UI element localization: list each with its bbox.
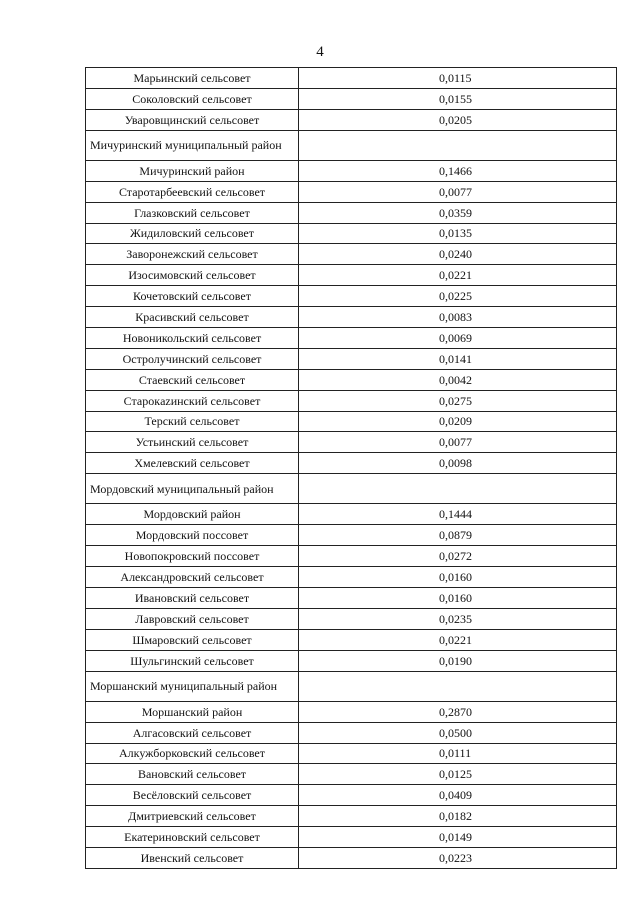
value-cell: 0,0209 bbox=[299, 411, 617, 432]
value-cell: 0,0182 bbox=[299, 806, 617, 827]
value-cell: 0,0190 bbox=[299, 650, 617, 671]
value-cell: 0,0221 bbox=[299, 265, 617, 286]
table-row bbox=[86, 847, 617, 868]
value-cell: 0,0221 bbox=[299, 629, 617, 650]
table-row bbox=[86, 265, 617, 286]
name-cell: Красивский сельсовет bbox=[86, 307, 299, 328]
value-cell: 0,1444 bbox=[299, 504, 617, 525]
name-cell: Ивенский сельсовет bbox=[86, 847, 299, 868]
name-cell: Изосимовский сельсовет bbox=[86, 265, 299, 286]
section-name-cell: Мордовский муниципальный район bbox=[86, 474, 299, 504]
name-cell: Мичуринский район bbox=[86, 160, 299, 181]
table-row bbox=[86, 701, 617, 722]
value-cell: 0,0879 bbox=[299, 525, 617, 546]
table-row bbox=[86, 650, 617, 671]
value-cell: 0,0235 bbox=[299, 608, 617, 629]
table-row bbox=[86, 567, 617, 588]
table-row bbox=[86, 202, 617, 223]
table-row bbox=[86, 587, 617, 608]
name-cell: Соколовский сельсовет bbox=[86, 88, 299, 109]
table-row bbox=[86, 181, 617, 202]
table-row bbox=[86, 432, 617, 453]
value-cell: 0,0077 bbox=[299, 181, 617, 202]
name-cell: Новопокровский поссовет bbox=[86, 546, 299, 567]
name-cell: Шмаровский сельсовет bbox=[86, 629, 299, 650]
table-row bbox=[86, 411, 617, 432]
table-row bbox=[86, 806, 617, 827]
table-row bbox=[86, 764, 617, 785]
value-cell: 0,0135 bbox=[299, 223, 617, 244]
value-cell: 0,0500 bbox=[299, 722, 617, 743]
section-name-cell: Мичуринский муниципальный район bbox=[86, 130, 299, 160]
table-row bbox=[86, 608, 617, 629]
table-row bbox=[86, 223, 617, 244]
section-header-row bbox=[86, 130, 617, 160]
table-row bbox=[86, 785, 617, 806]
table-row bbox=[86, 827, 617, 848]
name-cell: Старотарбеевский сельсовет bbox=[86, 181, 299, 202]
table-row bbox=[86, 68, 617, 89]
value-cell: 0,1466 bbox=[299, 160, 617, 181]
name-cell: Лавровский сельсовет bbox=[86, 608, 299, 629]
name-cell: Мордовский район bbox=[86, 504, 299, 525]
table-row bbox=[86, 390, 617, 411]
value-cell bbox=[299, 671, 617, 701]
table-row bbox=[86, 546, 617, 567]
value-cell: 0,0149 bbox=[299, 827, 617, 848]
name-cell: Екатериновский сельсовет bbox=[86, 827, 299, 848]
table-row bbox=[86, 109, 617, 130]
name-cell: Весёловский сельсовет bbox=[86, 785, 299, 806]
name-cell: Алкужборковский сельсовет bbox=[86, 743, 299, 764]
name-cell: Ивановский сельсовет bbox=[86, 587, 299, 608]
table-row bbox=[86, 722, 617, 743]
table-row bbox=[86, 369, 617, 390]
value-cell: 0,0042 bbox=[299, 369, 617, 390]
table-row bbox=[86, 453, 617, 474]
name-cell: Стаевский сельсовет bbox=[86, 369, 299, 390]
name-cell: Терский сельсовет bbox=[86, 411, 299, 432]
name-cell: Кочетовский сельсовет bbox=[86, 286, 299, 307]
value-cell: 0,0409 bbox=[299, 785, 617, 806]
name-cell: Остролучинский сельсовет bbox=[86, 348, 299, 369]
value-cell: 0,0205 bbox=[299, 109, 617, 130]
value-cell: 0,0115 bbox=[299, 68, 617, 89]
value-cell: 0,0359 bbox=[299, 202, 617, 223]
name-cell: Моршанский район bbox=[86, 701, 299, 722]
table-row bbox=[86, 348, 617, 369]
table-row bbox=[86, 327, 617, 348]
value-cell bbox=[299, 130, 617, 160]
name-cell: Заворонежский сельсовет bbox=[86, 244, 299, 265]
value-cell: 0,0111 bbox=[299, 743, 617, 764]
value-cell: 0,0275 bbox=[299, 390, 617, 411]
value-cell bbox=[299, 474, 617, 504]
table-row bbox=[86, 286, 617, 307]
table-row bbox=[86, 504, 617, 525]
value-cell: 0,0141 bbox=[299, 348, 617, 369]
value-cell: 0,2870 bbox=[299, 701, 617, 722]
section-header-row bbox=[86, 474, 617, 504]
name-cell: Александровский сельсовет bbox=[86, 567, 299, 588]
value-cell: 0,0155 bbox=[299, 88, 617, 109]
table-row bbox=[86, 88, 617, 109]
name-cell: Уваровщинский сельсовет bbox=[86, 109, 299, 130]
table-row bbox=[86, 743, 617, 764]
name-cell: Хмелевский сельсовет bbox=[86, 453, 299, 474]
value-cell: 0,0098 bbox=[299, 453, 617, 474]
value-cell: 0,0240 bbox=[299, 244, 617, 265]
name-cell: Марьинский сельсовет bbox=[86, 68, 299, 89]
value-cell: 0,0125 bbox=[299, 764, 617, 785]
name-cell: Новоникольский сельсовет bbox=[86, 327, 299, 348]
table-row bbox=[86, 160, 617, 181]
value-cell: 0,0160 bbox=[299, 587, 617, 608]
section-header-row bbox=[86, 671, 617, 701]
section-name-cell: Моршанский муниципальный район bbox=[86, 671, 299, 701]
table-row bbox=[86, 525, 617, 546]
name-cell: Вановский сельсовет bbox=[86, 764, 299, 785]
name-cell: Дмитриевский сельсовет bbox=[86, 806, 299, 827]
name-cell: Старокazинский сельсовет bbox=[86, 390, 299, 411]
table-row bbox=[86, 307, 617, 328]
value-cell: 0,0160 bbox=[299, 567, 617, 588]
name-cell: Устьинский сельсовет bbox=[86, 432, 299, 453]
value-cell: 0,0223 bbox=[299, 847, 617, 868]
name-cell: Мордовский поссовет bbox=[86, 525, 299, 546]
value-cell: 0,0077 bbox=[299, 432, 617, 453]
name-cell: Алгасовский сельсовет bbox=[86, 722, 299, 743]
table-row bbox=[86, 629, 617, 650]
table-row bbox=[86, 244, 617, 265]
value-cell: 0,0083 bbox=[299, 307, 617, 328]
name-cell: Шульгинский сельсовет bbox=[86, 650, 299, 671]
value-cell: 0,0069 bbox=[299, 327, 617, 348]
value-cell: 0,0225 bbox=[299, 286, 617, 307]
table-body bbox=[86, 68, 617, 869]
page-number: 4 bbox=[316, 44, 324, 60]
data-table bbox=[85, 67, 617, 869]
name-cell: Глазковский сельсовет bbox=[86, 202, 299, 223]
name-cell: Жидиловский сельсовет bbox=[86, 223, 299, 244]
value-cell: 0,0272 bbox=[299, 546, 617, 567]
